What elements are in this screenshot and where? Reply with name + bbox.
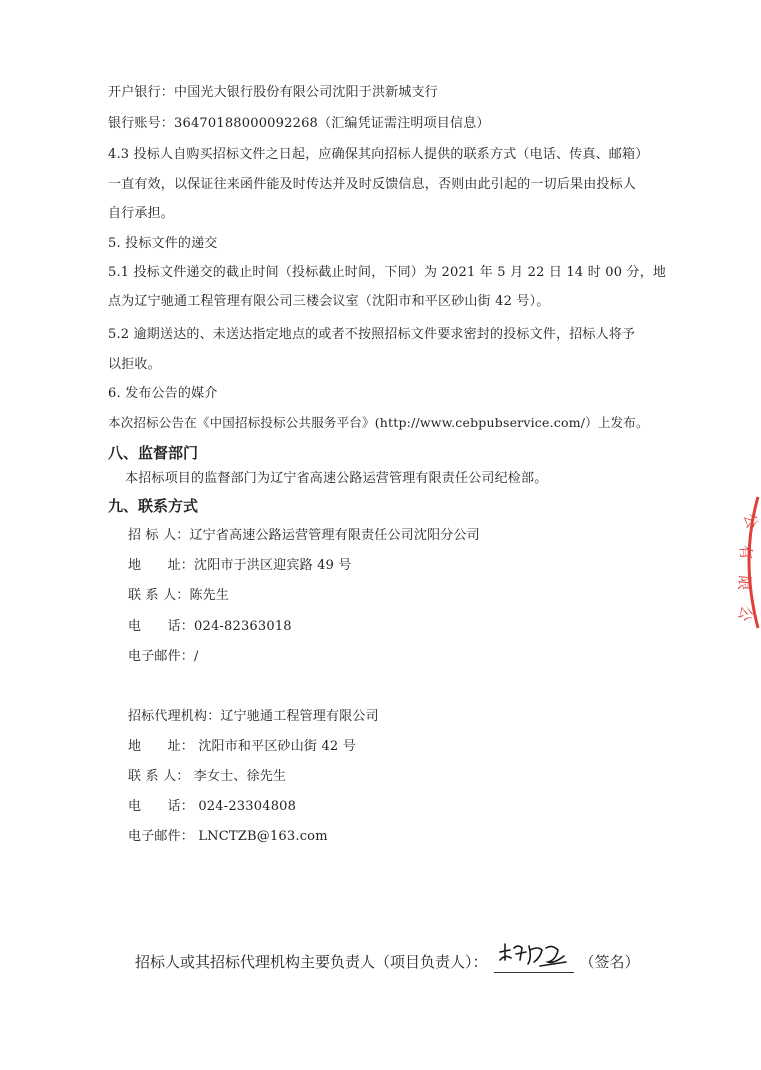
- bank-name-line: 开户银行：中国光大银行股份有限公司沈阳于洪新城支行: [108, 85, 439, 100]
- agency-name: 招标代理机构：辽宁驰通工程管理有限公司: [128, 709, 379, 724]
- tenderer-name: 招 标 人：辽宁省高速公路运营管理有限责任公司沈阳分公司: [128, 528, 480, 543]
- item-5-2-line-2: 以拒收。: [108, 357, 161, 372]
- tenderer-phone: 电 话：024-82363018: [128, 619, 292, 634]
- company-stamp-icon: [728, 495, 761, 630]
- svg-text:公: 公: [740, 511, 761, 531]
- section-9-heading: 九、联系方式: [108, 497, 199, 515]
- section-8-heading: 八、监督部门: [108, 444, 199, 462]
- tenderer-address: 地 址：沈阳市于洪区迎宾路 49 号: [128, 558, 352, 573]
- item-4-3-line-2: 一直有效，以保证往来函件能及时传达并及时反馈信息，否则由此引起的一切后果由投标人: [108, 177, 637, 192]
- svg-text:限: 限: [734, 574, 754, 592]
- signature-field: [494, 946, 574, 973]
- item-5-title: 5. 投标文件的递交: [108, 236, 218, 251]
- tenderer-contact: 联 系 人：陈先生: [128, 588, 230, 603]
- svg-text:公: 公: [734, 603, 757, 624]
- item-4-3-line-3: 自行承担。: [108, 206, 175, 221]
- item-5-2-line-1: 5.2 逾期送达的、未送达指定地点的或者不按照招标文件要求密封的投标文件，招标人将予: [108, 327, 636, 342]
- tenderer-email: 电子邮件：/: [128, 649, 199, 664]
- item-6-title: 6. 发布公告的媒介: [108, 386, 218, 401]
- item-5-1-line-1: 5.1 投标文件递交的截止时间（投标截止时间，下同）为 2021 年 5 月 22 日 14 时 00 分，地: [108, 265, 667, 280]
- signature-line: [135, 946, 640, 973]
- agency-email: 电子邮件： LNCTZB@163.com: [128, 829, 328, 844]
- signature-prefix: 招标人或其招标代理机构主要负责人（项目负责人）：: [135, 953, 488, 971]
- bank-account-line: 银行账号：36470188000092268（汇编凭证需注明项目信息）: [108, 116, 490, 131]
- item-4-3-line-1: 4.3 投标人自购买招标文件之日起，应确保其向招标人提供的联系方式（电话、传真、邮箱）: [108, 147, 649, 162]
- agency-contact: 联 系 人： 李女士、徐先生: [128, 769, 287, 784]
- agency-address: 地 址： 沈阳市和平区砂山街 42 号: [128, 739, 356, 754]
- item-5-1-line-2: 点为辽宁驰通工程管理有限公司三楼会议室（沈阳市和平区砂山街 42 号）。: [108, 294, 550, 309]
- handwritten-signature-icon: [496, 940, 572, 970]
- svg-text:有: 有: [736, 543, 756, 561]
- agency-phone: 电 话： 024-23304808: [128, 799, 297, 814]
- section-8-text: 本招标项目的监督部门为辽宁省高速公路运营管理有限责任公司纪检部。: [125, 471, 548, 486]
- item-6-text: 本次招标公告在《中国招标投标公共服务平台》(http://www.cebpubservice.com/）上发布。: [108, 415, 649, 430]
- signature-suffix: （签名）: [579, 953, 640, 971]
